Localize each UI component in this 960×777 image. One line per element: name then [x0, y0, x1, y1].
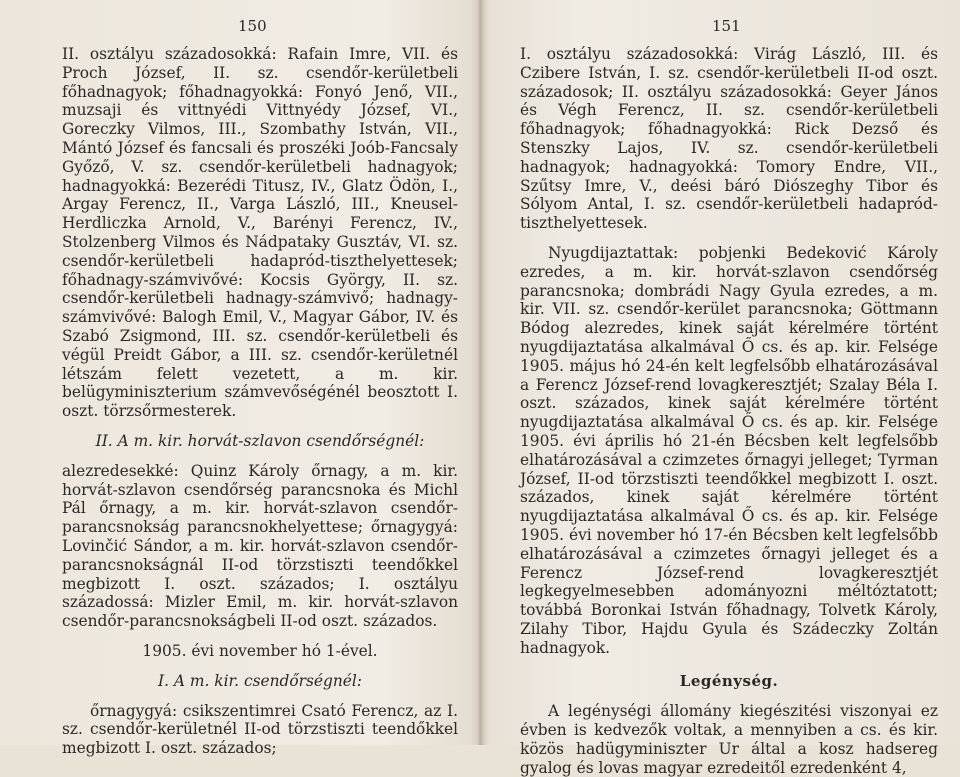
left-paragraph-1: II. osztályu századosokká: Rafain Imre, VII. és Proch József, II. sz. csendőr-kerületbeli főhadnagyok; főhadnagyokká: Fonyó Jenő, VII., muzsaji és vittnyédi Vittnyédy József, VI., Goreczky Vilmos, III., Szombathy István, VII., Mántó József és fancsali és proszéki Joób-Fancsaly Győző, V. sz. csendőr-kerületbeli hadnagyok; hadnagyokká: Bezerédi Titusz, IV., Glatz Ödön, I., Argay Ferencz, II., Varga László, III., Kneusel-Herdliczka Arnold, V., Barényi Ferencz, IV., Stolzenberg Vilmos és Nádpataky Gusztáv, VI. sz. csendőr-kerületbeli hadapród-tiszthelyettesek; főhadnagy-számvivővé: Kocsis György, II. sz. csendőr-kerületbeli hadnagy-számvivő; hadnagy-számvivővé: Balogh Emil, V., Magyar Gábor, IV. és Szabó Zsigmond, III. sz. csendőr-kerületbeli és végül Preidt Gábor, a III. sz. csendőr-kerületnél létszám felett vezetett, a m. kir. belügyminiszterium számvevőségénél beosztott I. oszt. törzsőrmesterek. [62, 45, 458, 421]
left-section-heading-1: II. A m. kir. horvát-szlavon csendőrségnél: [95, 431, 425, 450]
left-page-body [62, 45, 458, 758]
left-paragraph-3: őrnagygyá: csikszentimrei Csató Ferencz, az I. sz. csendőr-kerületnél II-od törzstiszti teendőkkel megbizott I. oszt. százados; [62, 701, 458, 758]
right-page-body [520, 45, 938, 777]
right-section-heading: Legénység. [679, 671, 779, 690]
right-paragraph-2: Nyugdijaztattak: pobjenki Bedeković Károly ezredes, a m. kir. horvát-szlavon csendőrség parancsnoka; dombrádi Nagy Gyula ezredes, a m. kir. VII. sz. csendőr-kerület parancsnoka; Göttmann Bódog alezredes, kinek saját kérelmére történt nyugdijaztatása alkalmával Ő cs. és ap. kir. Felsége 1905. május hó 24-én kelt legfelsőbb elhatározásával a Ferencz József-rend lovagkeresztjét; Szalay Béla I. oszt. százados, kinek saját kérelmére történt nyugdijaztatása alkalmával Ő cs. és ap. kir. Felsége 1905. évi április hó 21-én Bécsben kelt legfelsőbb elhatározásával a czimzetes őrnagyi jelleget; Tyrman József, II-od törzstiszti teendőkkel megbizott I. oszt. százados, kinek saját kérelmére történt nyugdijaztatása alkalmával Ő cs. és ap. kir. Felsége 1905. évi november hó 17-én Bécsben kelt legfelsőbb elhatározásával a czimzetes őrnagyi jelleget és a Ferencz József-rend lovagkeresztjét legkegyelmesebben adományozni méltóztatott; továbbá Boronkai István főhadnagy, Tolvetk Károly, Zilahy Tibor, Hajdu Gyula és Szádeczky Zoltán hadnagyok. [520, 243, 938, 657]
right-paragraph-3: A legénységi állomány kiegészitési viszonyai ez évben is kedvezők voltak, a mennyiben a cs. és kir. közös hadügyminiszter Ur által a kosz hadsereg gyalog és lovas magyar ezredeitől ezredenként 4, [520, 702, 938, 777]
right-paragraph-1: I. osztályu századosokká: Virág László, III. és Czibere István, I. sz. csendőr-kerületbeli II-od oszt. századosok; II. osztályu századosokká: Geyer János és Végh Ferencz, II. sz. csendőr-kerületbeli főhadnagyok; főhadnagyokká: Rick Dezső és Stenszky Lajos, IV. sz. csendőr-kerületbeli hadnagyok; hadnagyokká: Tomory Endre, VII., Szűtsy Imre, V., deési báró Diószeghy Tibor és Sólyom Antal, I. sz. csendőr-kerületbeli hadapród-tiszthelyettesek. [520, 45, 938, 233]
right-page-number: 151 [712, 17, 741, 35]
left-section-heading-2: I. A m. kir. csendőrségnél: [158, 671, 362, 690]
left-page-number: 150 [238, 17, 267, 35]
left-paragraph-2: alezredesekké: Quinz Károly őrnagy, a m. kir. horvát-szlavon csendőrség parancsnoka és Michl Pál őrnagy, a m. kir. horvát-szlavon csendőr-parancsnokság parancsnokhelyettese; őrnagygyá: Lovinčić Sándor, a m. kir. horvát-szlavon csendőr-parancsnokságnál II-od törzstiszti teendőkkel megbizott I. oszt. százados; I. osztályu századossá: Mizler Emil, m. kir. horvát-szlavon csendőr-parancsnokságbeli II-od oszt. százados. [62, 461, 458, 631]
left-date-line: 1905. évi november hó 1-ével. [142, 641, 378, 660]
